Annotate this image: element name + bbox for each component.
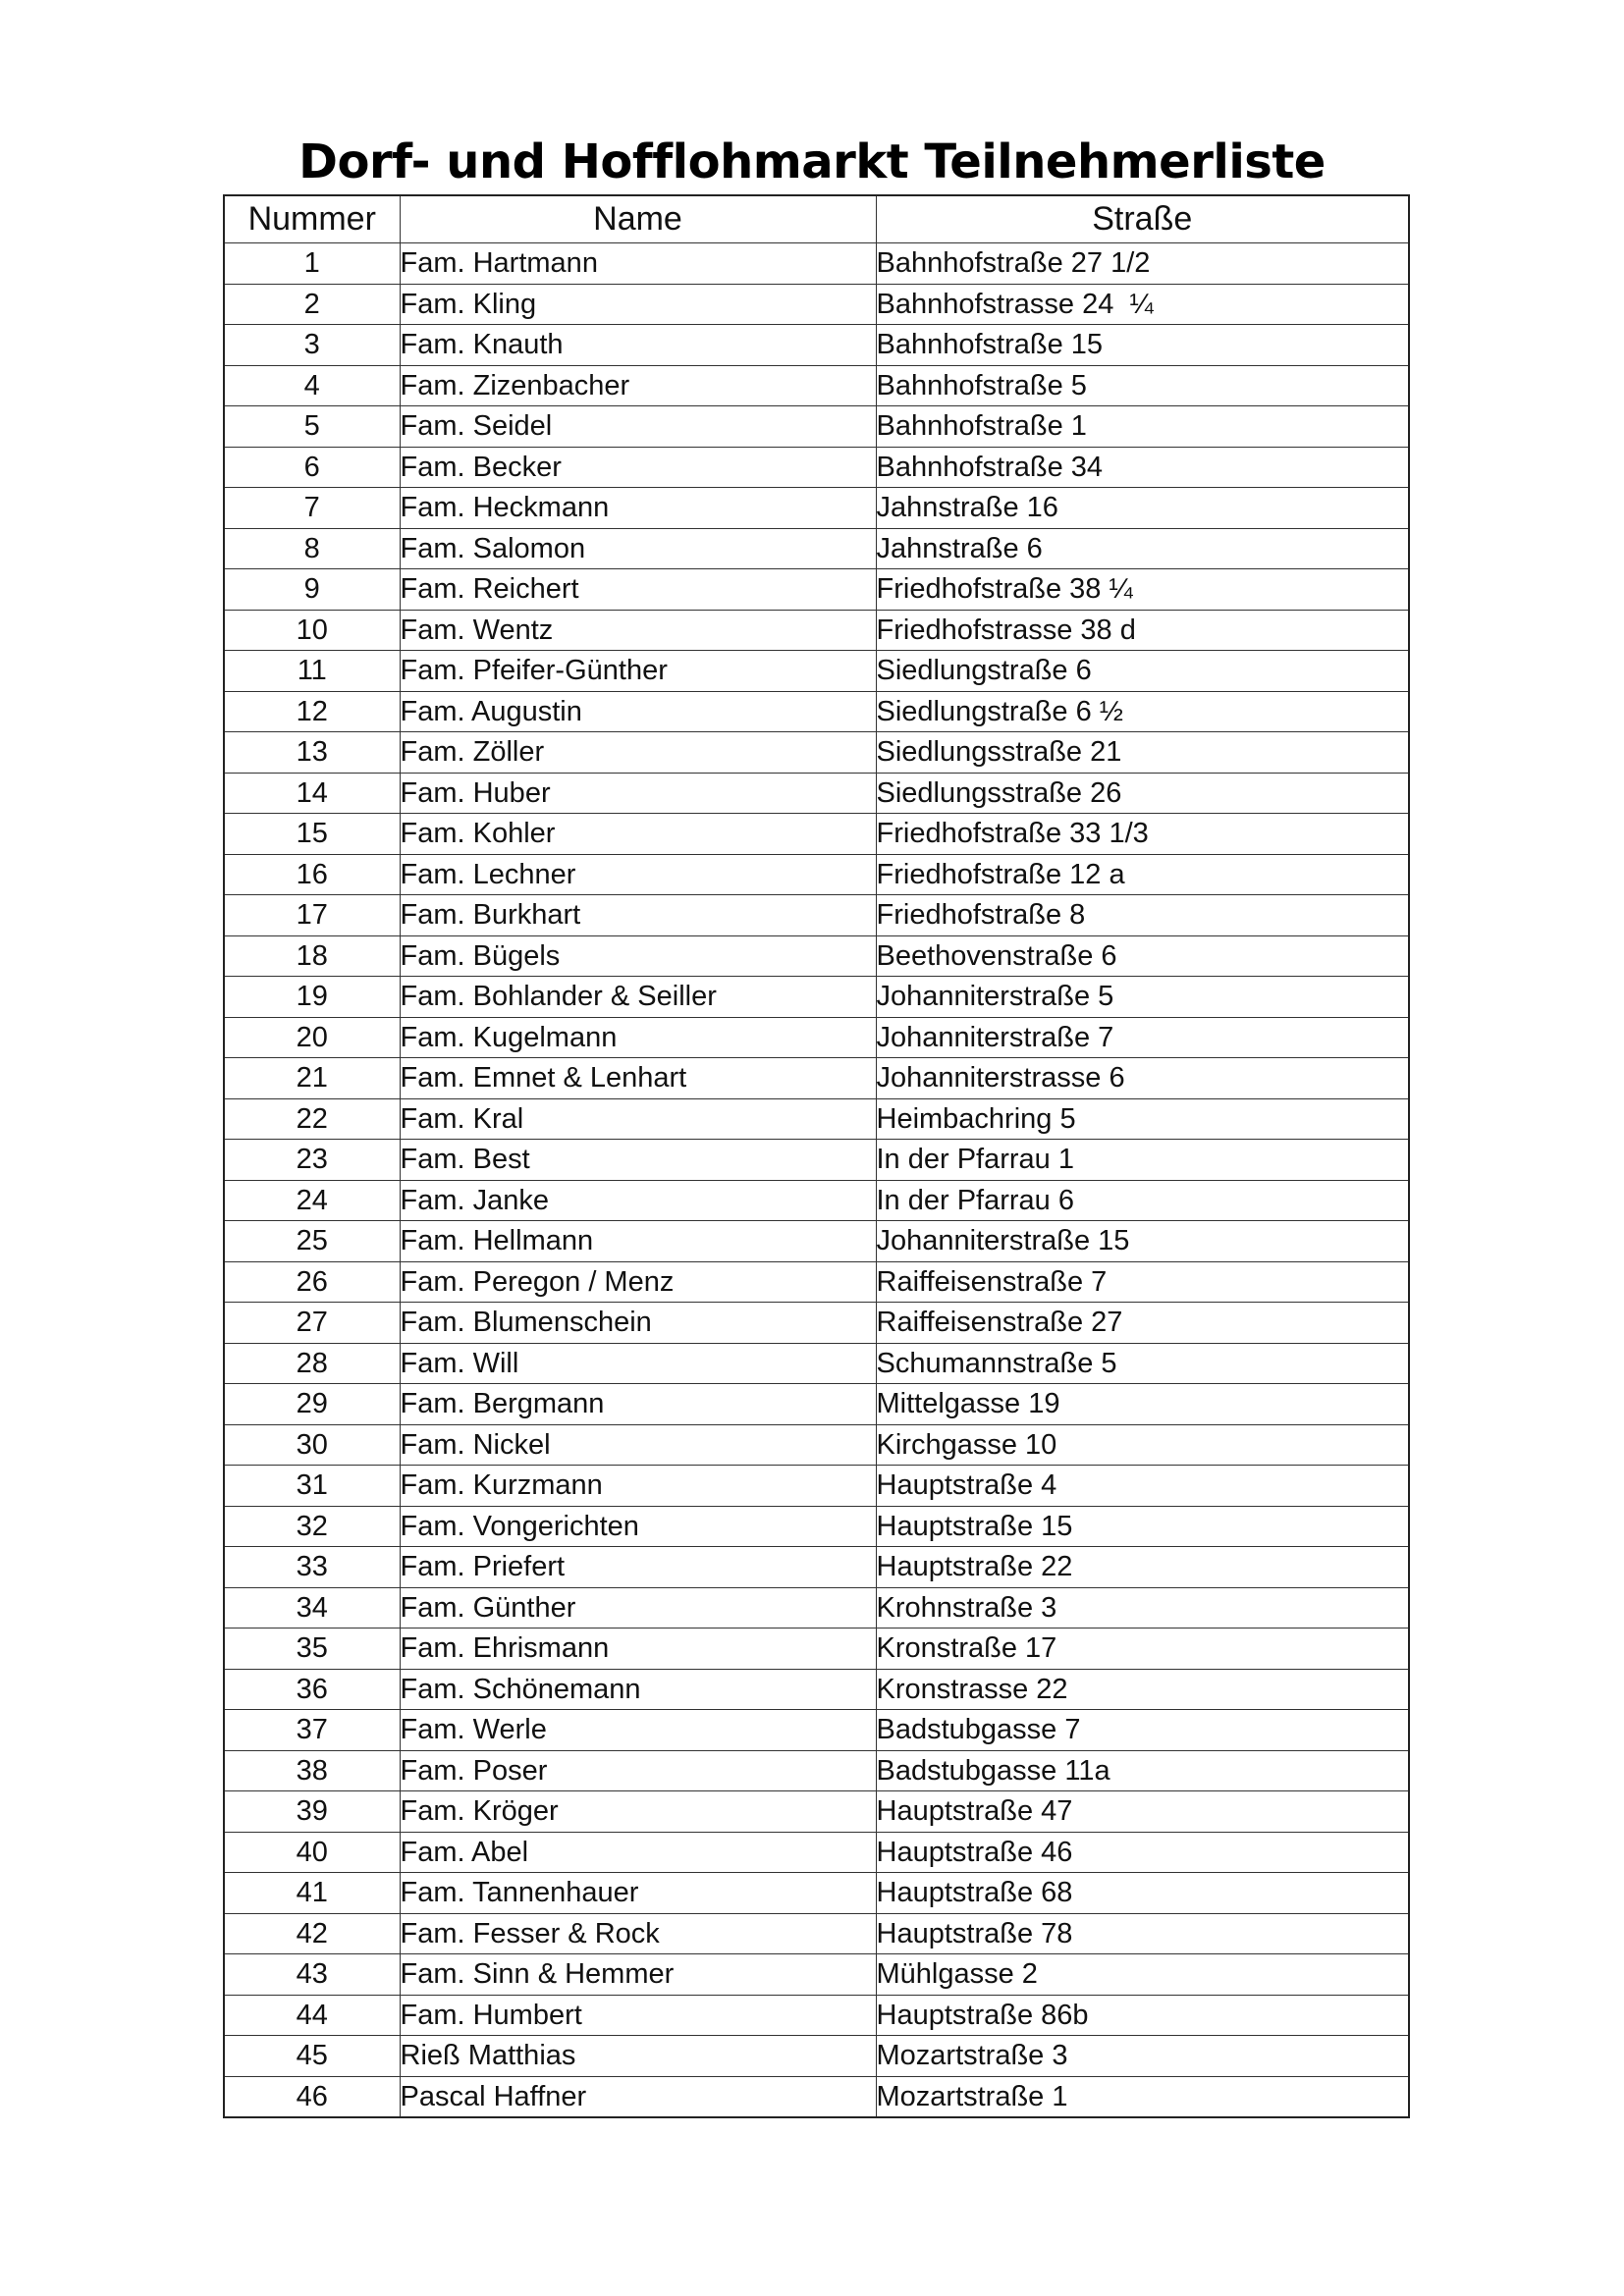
table-row [224,365,1409,406]
table-row [224,569,1409,611]
row-street: Johanniterstraße 5 [876,977,1409,1018]
row-name: Fam. Poser [400,1750,876,1791]
row-number: 41 [224,1873,400,1914]
row-number: 19 [224,977,400,1018]
row-number: 12 [224,691,400,732]
row-street: Kronstrasse 22 [876,1669,1409,1710]
row-street: Bahnhofstraße 1 [876,406,1409,448]
table-row [224,1954,1409,1996]
row-number: 2 [224,284,400,325]
page-title: Dorf- und Hofflohmarkt Teilnehmerliste [298,134,1326,190]
table-row [224,1873,1409,1914]
table-row [224,1180,1409,1221]
table-row [224,1221,1409,1262]
row-number: 5 [224,406,400,448]
row-number: 30 [224,1424,400,1466]
row-number: 10 [224,610,400,651]
table-row [224,854,1409,895]
row-number: 22 [224,1098,400,1140]
row-name: Fam. Hartmann [400,243,876,285]
table-row [224,1791,1409,1833]
row-street: Raiffeisenstraße 27 [876,1303,1409,1344]
row-street: In der Pfarrau 1 [876,1140,1409,1181]
row-name: Fam. Ehrismann [400,1629,876,1670]
row-street: Hauptstraße 78 [876,1913,1409,1954]
row-name: Fam. Vongerichten [400,1506,876,1547]
row-name: Fam. Sinn & Hemmer [400,1954,876,1996]
row-street: Mozartstraße 3 [876,2036,1409,2077]
table-row [224,977,1409,1018]
table-row [224,243,1409,285]
row-name: Fam. Augustin [400,691,876,732]
row-number: 35 [224,1629,400,1670]
row-number: 31 [224,1466,400,1507]
row-name: Fam. Blumenschein [400,1303,876,1344]
row-street: Hauptstraße 68 [876,1873,1409,1914]
row-street: Jahnstraße 16 [876,488,1409,529]
row-name: Fam. Kral [400,1098,876,1140]
row-street: Bahnhofstraße 5 [876,365,1409,406]
row-name: Fam. Kling [400,284,876,325]
row-name: Fam. Knauth [400,325,876,366]
row-street: Heimbachring 5 [876,1098,1409,1140]
row-street: Friedhofstraße 33 1/3 [876,814,1409,855]
table-row [224,935,1409,977]
row-street: Hauptstraße 86b [876,1995,1409,2036]
row-number: 40 [224,1832,400,1873]
row-street: Kirchgasse 10 [876,1424,1409,1466]
row-street: Bahnhofstrasse 24 ¼ [876,284,1409,325]
row-number: 28 [224,1343,400,1384]
row-street: Mittelgasse 19 [876,1384,1409,1425]
row-number: 14 [224,773,400,814]
row-name: Fam. Will [400,1343,876,1384]
row-name: Fam. Heckmann [400,488,876,529]
row-street: Johanniterstrasse 6 [876,1058,1409,1099]
table-row [224,284,1409,325]
table-row [224,1587,1409,1629]
row-name: Fam. Huber [400,773,876,814]
row-street: Badstubgasse 7 [876,1710,1409,1751]
table-row [224,528,1409,569]
row-number: 32 [224,1506,400,1547]
row-number: 33 [224,1547,400,1588]
row-street: Johanniterstraße 15 [876,1221,1409,1262]
row-number: 42 [224,1913,400,1954]
row-number: 18 [224,935,400,977]
table-row [224,2036,1409,2077]
row-street: In der Pfarrau 6 [876,1180,1409,1221]
table-row [224,651,1409,692]
row-number: 45 [224,2036,400,2077]
row-number: 20 [224,1017,400,1058]
table-row [224,406,1409,448]
row-name: Fam. Priefert [400,1547,876,1588]
participant-table [223,194,1410,2118]
row-street: Mühlgasse 2 [876,1954,1409,1996]
row-street: Hauptstraße 15 [876,1506,1409,1547]
row-number: 38 [224,1750,400,1791]
table-row [224,1303,1409,1344]
table-row [224,1466,1409,1507]
table-body [224,243,1409,2118]
row-name: Fam. Kröger [400,1791,876,1833]
row-number: 7 [224,488,400,529]
row-number: 8 [224,528,400,569]
row-street: Siedlungsstraße 26 [876,773,1409,814]
row-street: Hauptstraße 46 [876,1832,1409,1873]
row-number: 25 [224,1221,400,1262]
row-street: Bahnhofstraße 15 [876,325,1409,366]
column-header-number: Nummer [224,195,400,243]
row-name: Fam. Tannenhauer [400,1873,876,1914]
table-row [224,488,1409,529]
row-name: Fam. Pfeifer-Günther [400,651,876,692]
row-street: Bahnhofstraße 34 [876,447,1409,488]
row-name: Fam. Burkhart [400,895,876,936]
row-number: 21 [224,1058,400,1099]
row-number: 9 [224,569,400,611]
table-row [224,1750,1409,1791]
table-row [224,773,1409,814]
row-name: Fam. Bergmann [400,1384,876,1425]
row-street: Siedlungsstraße 21 [876,732,1409,774]
row-name: Fam. Seidel [400,406,876,448]
row-number: 13 [224,732,400,774]
row-street: Beethovenstraße 6 [876,935,1409,977]
row-number: 3 [224,325,400,366]
table-row [224,1995,1409,2036]
row-street: Schumannstraße 5 [876,1343,1409,1384]
row-name: Fam. Zöller [400,732,876,774]
row-number: 46 [224,2076,400,2117]
row-street: Badstubgasse 11a [876,1750,1409,1791]
row-street: Hauptstraße 47 [876,1791,1409,1833]
row-name: Fam. Werle [400,1710,876,1751]
table-row [224,447,1409,488]
row-name: Fam. Reichert [400,569,876,611]
row-number: 11 [224,651,400,692]
row-street: Bahnhofstraße 27 1/2 [876,243,1409,285]
row-street: Johanniterstraße 7 [876,1017,1409,1058]
row-name: Fam. Peregon / Menz [400,1261,876,1303]
row-name: Fam. Schönemann [400,1669,876,1710]
row-number: 26 [224,1261,400,1303]
row-number: 17 [224,895,400,936]
row-number: 16 [224,854,400,895]
row-name: Fam. Günther [400,1587,876,1629]
row-street: Mozartstraße 1 [876,2076,1409,2117]
row-name: Fam. Becker [400,447,876,488]
row-name: Fam. Bügels [400,935,876,977]
row-name: Fam. Humbert [400,1995,876,2036]
row-street: Kronstraße 17 [876,1629,1409,1670]
row-street: Raiffeisenstraße 7 [876,1261,1409,1303]
table-row [224,1058,1409,1099]
table-row [224,691,1409,732]
table-row [224,814,1409,855]
row-street: Friedhofstraße 8 [876,895,1409,936]
row-name: Fam. Wentz [400,610,876,651]
table-row [224,1017,1409,1058]
row-name: Fam. Salomon [400,528,876,569]
row-name: Fam. Fesser & Rock [400,1913,876,1954]
row-name: Fam. Hellmann [400,1221,876,1262]
table-row [224,1098,1409,1140]
row-number: 36 [224,1669,400,1710]
row-name: Pascal Haffner [400,2076,876,2117]
row-number: 44 [224,1995,400,2036]
column-header-name: Name [400,195,876,243]
row-name: Rieß Matthias [400,2036,876,2077]
row-number: 27 [224,1303,400,1344]
row-name: Fam. Emnet & Lenhart [400,1058,876,1099]
column-header-street: Straße [876,195,1409,243]
table-row [224,325,1409,366]
table-row [224,1261,1409,1303]
row-name: Fam. Nickel [400,1424,876,1466]
table-row [224,1629,1409,1670]
row-name: Fam. Bohlander & Seiller [400,977,876,1018]
row-number: 34 [224,1587,400,1629]
row-number: 39 [224,1791,400,1833]
row-name: Fam. Janke [400,1180,876,1221]
row-number: 43 [224,1954,400,1996]
table-row [224,1506,1409,1547]
row-street: Jahnstraße 6 [876,528,1409,569]
row-number: 4 [224,365,400,406]
table-row [224,1710,1409,1751]
row-number: 15 [224,814,400,855]
row-number: 1 [224,243,400,285]
table-row [224,1384,1409,1425]
row-name: Fam. Kohler [400,814,876,855]
table-row [224,1669,1409,1710]
table-row [224,1424,1409,1466]
row-name: Fam. Abel [400,1832,876,1873]
table-row [224,610,1409,651]
row-street: Krohnstraße 3 [876,1587,1409,1629]
row-name: Fam. Best [400,1140,876,1181]
row-street: Friedhofstraße 12 a [876,854,1409,895]
row-number: 6 [224,447,400,488]
table-row [224,1913,1409,1954]
table-row [224,732,1409,774]
row-street: Siedlungstraße 6 [876,651,1409,692]
row-number: 24 [224,1180,400,1221]
row-street: Friedhofstrasse 38 d [876,610,1409,651]
table-row [224,1140,1409,1181]
row-name: Fam. Kurzmann [400,1466,876,1507]
table-row [224,895,1409,936]
row-number: 23 [224,1140,400,1181]
table-header-row [224,195,1409,243]
table-row [224,2076,1409,2117]
row-street: Friedhofstraße 38 ¼ [876,569,1409,611]
table-row [224,1343,1409,1384]
table-row [224,1547,1409,1588]
row-name: Fam. Kugelmann [400,1017,876,1058]
row-number: 29 [224,1384,400,1425]
row-number: 37 [224,1710,400,1751]
row-name: Fam. Zizenbacher [400,365,876,406]
table-row [224,1832,1409,1873]
row-name: Fam. Lechner [400,854,876,895]
row-street: Hauptstraße 4 [876,1466,1409,1507]
row-street: Hauptstraße 22 [876,1547,1409,1588]
row-street: Siedlungstraße 6 ½ [876,691,1409,732]
